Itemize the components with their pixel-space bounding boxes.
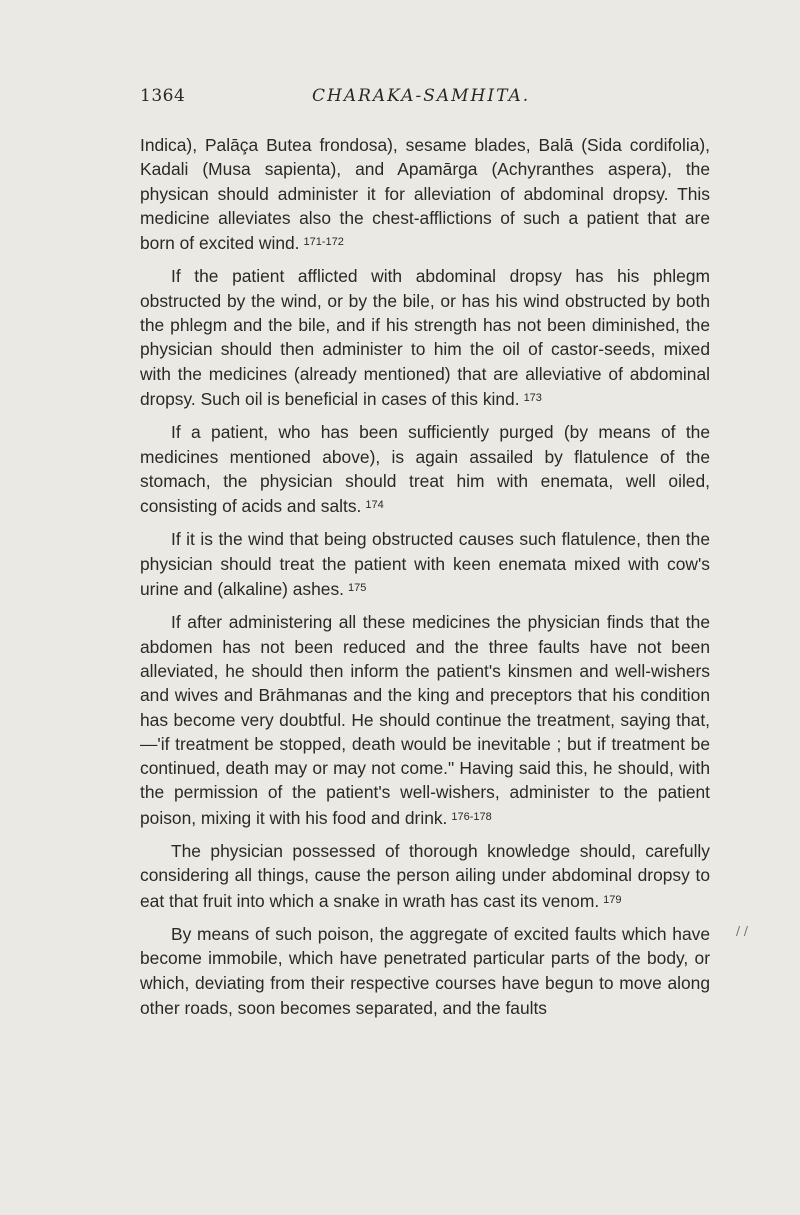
- verse-number: 173: [523, 391, 542, 404]
- paragraph: [140, 527, 710, 601]
- paragraph-text: If a patient, who has been sufficiently purged (by means of the medicines mentioned above), is again assailed by flatulence of the stomach, the physician should treat him with enemata, well oiled, consisting of acids and salts.: [140, 422, 710, 517]
- page-number: 1364: [140, 86, 186, 106]
- margin-mark: / /: [736, 924, 748, 938]
- paragraph-text: Indica), Palāça Butea frondosa), sesame blades, Balā (Sida cordifolia), Kadali (Musa sapienta), and Apamārga (Achyranthes aspera), the physican should administer it for alleviation of abdominal dropsy. This medicine alleviates also the chest-afflictions of such a patient that are born of excited wind.: [140, 135, 710, 254]
- paragraph-text: By means of such poison, the aggregate of excited faults which have become immobile, which have penetrated particular parts of the body, or which, deviating from their respective courses have begun to move along other roads, soon becomes separated, and the faults: [140, 923, 710, 1018]
- paragraph-text: If it is the wind that being obstructed causes such flatulence, then the physician should treat the patient with keen enemata mixed with cow's urine and (alkaline) ashes.: [140, 529, 710, 600]
- paragraph: [140, 264, 710, 411]
- running-title: CHARAKA-SAMHITA.: [312, 86, 531, 106]
- verse-number: 175: [347, 582, 367, 595]
- page-body: [140, 133, 710, 1029]
- paragraph: [140, 922, 710, 1020]
- paragraph: [140, 839, 710, 913]
- verse-number: 171-172: [303, 236, 344, 249]
- paragraph-text: If after administering all these medicines the physician finds that the abdomen has not been reduced and the three faults have not been alleviated, he should then inform the patient's kinsmen and well-wishers and wives and Brāhmanas and the king and preceptors that his condition has become very doubtful. He should continue the treatment, saying that,—'if treatment be stopped, death would be inevitable ; but if treatment be continued, death may or may not come." Having said this, he should, with the permission of the patient's well-wishers, administer to the patient poison, mixing it with his food and drink.: [140, 612, 710, 828]
- verse-number: 179: [603, 893, 622, 906]
- paragraph: [140, 420, 710, 518]
- paragraph-text: The physician possessed of thorough knowledge should, carefully considering all things, cause the person ailing under abdominal dropsy to eat that fruit into which a snake in wrath has cast its venom.: [140, 841, 710, 911]
- paragraph: [140, 610, 710, 830]
- page-header: [140, 86, 710, 116]
- paragraph-text: If the patient afflicted with abdominal dropsy has his phlegm obstructed by the wind, or by the bile, or has his wind obstructed by both the phlegm and the bile, and if his strength has not been diminished, the physician should then administer to him the oil of castor-seeds, mixed with the medicines (already mentioned) that are alleviative of abdominal dropsy. Such oil is beneficial in cases of this kind.: [140, 266, 710, 409]
- verse-number: 174: [365, 499, 384, 512]
- verse-number: 176-178: [451, 810, 492, 823]
- paragraph: [140, 133, 710, 255]
